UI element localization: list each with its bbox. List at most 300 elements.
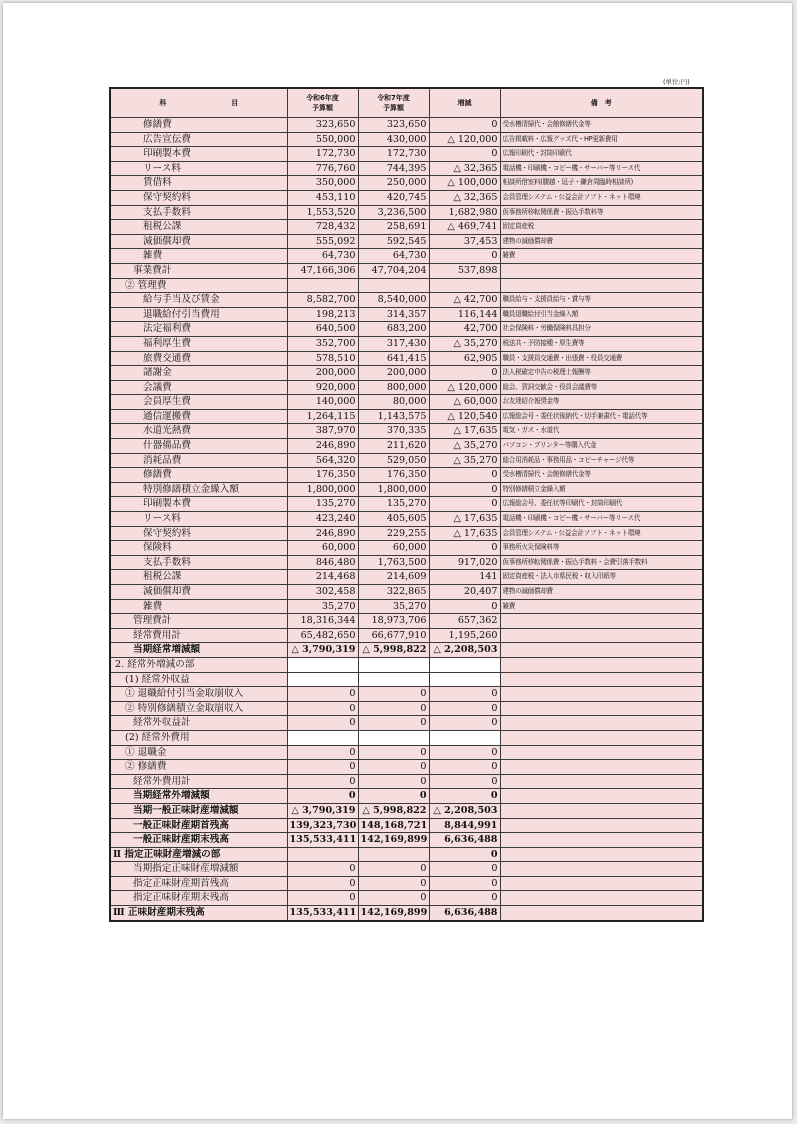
row-change: 6,636,488 — [429, 833, 500, 848]
row-change: 0 — [429, 147, 500, 162]
header-subject-b: 目 — [231, 99, 239, 107]
row-label: 租税公課 — [110, 570, 287, 585]
row-label: 通信運搬費 — [110, 409, 287, 424]
row-label: 給与手当及び賃金 — [110, 293, 287, 308]
row-label: リース料 — [110, 161, 287, 176]
row-label: (1) 経常外収益 — [110, 672, 287, 687]
row-note — [500, 745, 703, 760]
header-prev-budget-line2: 予算額 — [312, 104, 333, 112]
row-note — [500, 891, 703, 906]
row-prev-budget: 0 — [287, 760, 358, 775]
row-curr-budget: 60,000 — [358, 541, 429, 556]
row-label: Ⅲ 正味財産期末残高 — [110, 906, 287, 921]
row-curr-budget: △ 5,998,822 — [358, 643, 429, 658]
row-note — [500, 701, 703, 716]
row-change: △ 35,270 — [429, 336, 500, 351]
table-row — [110, 234, 703, 249]
row-curr-budget: 1,763,500 — [358, 555, 429, 570]
row-curr-budget: 0 — [358, 891, 429, 906]
header-curr-budget — [358, 88, 429, 118]
row-prev-budget: 323,650 — [287, 118, 358, 133]
row-note — [500, 862, 703, 877]
row-curr-budget: 47,704,204 — [358, 263, 429, 278]
table-row — [110, 760, 703, 775]
row-curr-budget: 0 — [358, 876, 429, 891]
table-row — [110, 424, 703, 439]
row-note — [500, 614, 703, 629]
table-row — [110, 585, 703, 600]
row-change: 0 — [429, 687, 500, 702]
row-prev-budget: 728,432 — [287, 220, 358, 235]
table-row — [110, 687, 703, 702]
row-note: 法人税確定申告の税理士報酬等 — [500, 366, 703, 381]
table-row — [110, 906, 703, 921]
row-label: 法定福利費 — [110, 322, 287, 337]
table-row — [110, 336, 703, 351]
row-change: 0 — [429, 716, 500, 731]
table-row — [110, 512, 703, 527]
row-note — [500, 278, 703, 293]
table-row — [110, 643, 703, 658]
row-note: 総合用消耗品・事務用品・コピーチャージ代等 — [500, 453, 703, 468]
document-page — [3, 3, 792, 1119]
row-prev-budget: 302,458 — [287, 585, 358, 600]
row-prev-budget: 246,890 — [287, 439, 358, 454]
row-curr-budget: 0 — [358, 862, 429, 877]
row-prev-budget — [287, 730, 358, 745]
row-change: 657,362 — [429, 614, 500, 629]
row-change: 0 — [429, 468, 500, 483]
row-curr-budget: 66,677,910 — [358, 628, 429, 643]
row-prev-budget: 0 — [287, 745, 358, 760]
row-note: 固定資産税 — [500, 220, 703, 235]
row-note: 職員給与・支援員給与・賞与等 — [500, 293, 703, 308]
table-row — [110, 599, 703, 614]
row-change: 1,195,260 — [429, 628, 500, 643]
header-notes: 備 考 — [500, 88, 703, 118]
row-curr-budget: 135,270 — [358, 497, 429, 512]
row-note — [500, 803, 703, 818]
row-note: 相談所借室料(腰越・逗子・鎌倉周臨時相談所) — [500, 176, 703, 191]
table-row — [110, 249, 703, 264]
row-label: 諸謝金 — [110, 366, 287, 381]
row-curr-budget: 172,730 — [358, 147, 429, 162]
table-row — [110, 497, 703, 512]
row-curr-budget: 0 — [358, 701, 429, 716]
row-change — [429, 657, 500, 672]
row-label: 経常外費用計 — [110, 774, 287, 789]
row-prev-budget: △ 3,790,319 — [287, 643, 358, 658]
row-note: 建物の減価償却費 — [500, 585, 703, 600]
row-label: 会員厚生費 — [110, 395, 287, 410]
row-curr-budget: 0 — [358, 789, 429, 804]
row-curr-budget: 317,430 — [358, 336, 429, 351]
row-label: 当期経常外増減額 — [110, 789, 287, 804]
table-row — [110, 482, 703, 497]
row-prev-budget: 555,092 — [287, 234, 358, 249]
row-prev-budget: 60,000 — [287, 541, 358, 556]
table-row — [110, 541, 703, 556]
row-prev-budget: 139,323,730 — [287, 818, 358, 833]
row-note: 電話機・印刷機・コピー機・サーバー等リース代 — [500, 512, 703, 527]
row-change: 0 — [429, 497, 500, 512]
row-prev-budget: 350,000 — [287, 176, 358, 191]
row-curr-budget: 211,620 — [358, 439, 429, 454]
table-row — [110, 409, 703, 424]
header-curr-budget-line1: 令和7年度 — [377, 94, 410, 102]
row-prev-budget: 198,213 — [287, 307, 358, 322]
row-curr-budget: 314,357 — [358, 307, 429, 322]
row-label: 雑費 — [110, 249, 287, 264]
row-label: 経常外収益計 — [110, 716, 287, 731]
row-curr-budget: 142,169,899 — [358, 906, 429, 921]
row-label: 旅費交通費 — [110, 351, 287, 366]
row-label: 賃借料 — [110, 176, 287, 191]
row-prev-budget: 1,264,115 — [287, 409, 358, 424]
row-prev-budget: △ 3,790,319 — [287, 803, 358, 818]
row-curr-budget: 214,609 — [358, 570, 429, 585]
table-row — [110, 322, 703, 337]
table-row — [110, 453, 703, 468]
row-prev-budget: 65,482,650 — [287, 628, 358, 643]
row-label: ① 退職給付引当金取崩収入 — [110, 687, 287, 702]
row-curr-budget: 229,255 — [358, 526, 429, 541]
row-prev-budget — [287, 278, 358, 293]
row-curr-budget — [358, 730, 429, 745]
table-row — [110, 701, 703, 716]
table-row — [110, 716, 703, 731]
row-prev-budget: 0 — [287, 862, 358, 877]
row-prev-budget: 1,553,520 — [287, 205, 358, 220]
table-row — [110, 774, 703, 789]
row-prev-budget: 172,730 — [287, 147, 358, 162]
row-label: 減価償却費 — [110, 585, 287, 600]
table-row — [110, 818, 703, 833]
row-label: 当期一般正味財産増減額 — [110, 803, 287, 818]
row-label: 消耗品費 — [110, 453, 287, 468]
row-note — [500, 847, 703, 862]
row-prev-budget — [287, 847, 358, 862]
row-label: Ⅱ 指定正味財産増減の部 — [110, 847, 287, 862]
row-change: 6,636,488 — [429, 906, 500, 921]
table-row — [110, 555, 703, 570]
row-note — [500, 263, 703, 278]
row-note — [500, 774, 703, 789]
table-row — [110, 570, 703, 585]
row-note: 受水槽清掃代・会館修繕代金等 — [500, 468, 703, 483]
row-curr-budget: 142,169,899 — [358, 833, 429, 848]
row-curr-budget: 529,050 — [358, 453, 429, 468]
row-curr-budget: 64,730 — [358, 249, 429, 264]
row-prev-budget — [287, 657, 358, 672]
row-change: 0 — [429, 599, 500, 614]
row-note: 会員管理システム・公益会計ソフト・ネット環境 — [500, 190, 703, 205]
row-label: ② 特別修繕積立金取崩収入 — [110, 701, 287, 716]
row-note: 総会、賀詞交歓会・役員会議費等 — [500, 380, 703, 395]
row-change: △ 60,000 — [429, 395, 500, 410]
table-row — [110, 366, 703, 381]
row-curr-budget: 18,973,706 — [358, 614, 429, 629]
row-note: 特別修繕積立金繰入額 — [500, 482, 703, 497]
row-label: 福利厚生費 — [110, 336, 287, 351]
row-label: 保守契約料 — [110, 526, 287, 541]
row-change: △ 120,540 — [429, 409, 500, 424]
row-curr-budget: 1,143,575 — [358, 409, 429, 424]
row-label: ① 退職金 — [110, 745, 287, 760]
table-row — [110, 278, 703, 293]
table-row — [110, 439, 703, 454]
row-curr-budget: 1,800,000 — [358, 482, 429, 497]
row-change: △ 2,208,503 — [429, 643, 500, 658]
table-row — [110, 526, 703, 541]
row-curr-budget: 0 — [358, 760, 429, 775]
row-curr-budget: 0 — [358, 745, 429, 760]
row-change: 0 — [429, 249, 500, 264]
row-prev-budget: 47,166,306 — [287, 263, 358, 278]
row-change: 42,700 — [429, 322, 500, 337]
row-curr-budget: 35,270 — [358, 599, 429, 614]
row-note: 広報総会号・委任状後納代・切手兼書代・電話代等 — [500, 409, 703, 424]
table-row — [110, 745, 703, 760]
row-note: 受水槽清掃代・会館修繕代金等 — [500, 118, 703, 133]
row-change: △ 32,365 — [429, 190, 500, 205]
table-row — [110, 672, 703, 687]
row-prev-budget: 776,760 — [287, 161, 358, 176]
row-change — [429, 672, 500, 687]
row-curr-budget: 744,395 — [358, 161, 429, 176]
row-change: △ 42,700 — [429, 293, 500, 308]
row-note: 仮事務所移転関係費・振込手数料等 — [500, 205, 703, 220]
row-prev-budget: 135,270 — [287, 497, 358, 512]
row-label: 広告宣伝費 — [110, 132, 287, 147]
row-note: 広報印刷代・封筒印刷代 — [500, 147, 703, 162]
row-prev-budget: 846,480 — [287, 555, 358, 570]
row-change: 62,905 — [429, 351, 500, 366]
row-label: 租税公課 — [110, 220, 287, 235]
row-prev-budget: 0 — [287, 891, 358, 906]
row-change: △ 17,635 — [429, 512, 500, 527]
row-label: 経常費用計 — [110, 628, 287, 643]
row-label: 減価償却費 — [110, 234, 287, 249]
row-change: 0 — [429, 118, 500, 133]
row-change: △ 35,270 — [429, 439, 500, 454]
row-change: 0 — [429, 789, 500, 804]
row-label: 一般正味財産期末残高 — [110, 833, 287, 848]
row-prev-budget: 18,316,344 — [287, 614, 358, 629]
row-label: 雑費 — [110, 599, 287, 614]
header-prev-budget-line1: 令和6年度 — [306, 94, 339, 102]
table-row — [110, 205, 703, 220]
row-note: 税送共・予防接種・厚生費等 — [500, 336, 703, 351]
row-prev-budget: 423,240 — [287, 512, 358, 527]
row-prev-budget: 246,890 — [287, 526, 358, 541]
row-change: 0 — [429, 876, 500, 891]
row-curr-budget: 322,865 — [358, 585, 429, 600]
row-note — [500, 833, 703, 848]
row-prev-budget: 0 — [287, 876, 358, 891]
row-prev-budget: 453,110 — [287, 190, 358, 205]
table-row — [110, 847, 703, 862]
row-prev-budget: 1,800,000 — [287, 482, 358, 497]
table-row — [110, 730, 703, 745]
row-change: 141 — [429, 570, 500, 585]
budget-table — [109, 87, 704, 922]
row-prev-budget: 578,510 — [287, 351, 358, 366]
row-prev-budget: 550,000 — [287, 132, 358, 147]
table-row — [110, 293, 703, 308]
row-prev-budget: 8,582,700 — [287, 293, 358, 308]
row-note: 仮事務所移転関係費・振込手数料・会費引落手数料 — [500, 555, 703, 570]
row-curr-budget: 250,000 — [358, 176, 429, 191]
table-row — [110, 351, 703, 366]
row-label: リース料 — [110, 512, 287, 527]
row-label: 指定正味財産期末残高 — [110, 891, 287, 906]
header-change: 増減 — [429, 88, 500, 118]
row-curr-budget: 8,540,000 — [358, 293, 429, 308]
table-row — [110, 468, 703, 483]
row-change: 0 — [429, 701, 500, 716]
row-note: パソコン・プリンター等購入代金 — [500, 439, 703, 454]
row-curr-budget: 641,415 — [358, 351, 429, 366]
row-curr-budget — [358, 278, 429, 293]
row-prev-budget: 387,970 — [287, 424, 358, 439]
row-prev-budget: 64,730 — [287, 249, 358, 264]
row-curr-budget: 430,000 — [358, 132, 429, 147]
row-label: ② 管理費 — [110, 278, 287, 293]
table-row — [110, 263, 703, 278]
row-change: 37,453 — [429, 234, 500, 249]
row-change: 0 — [429, 366, 500, 381]
row-change: 0 — [429, 760, 500, 775]
row-change: △ 17,635 — [429, 526, 500, 541]
row-note: 雑費 — [500, 249, 703, 264]
unit-label: (単位:円) — [663, 78, 690, 86]
table-row — [110, 147, 703, 162]
row-note: 広報総会号、委任状等印刷代・封筒印刷代 — [500, 497, 703, 512]
table-row — [110, 628, 703, 643]
row-curr-budget: 0 — [358, 687, 429, 702]
row-label: 水道光熱費 — [110, 424, 287, 439]
row-change: 537,898 — [429, 263, 500, 278]
row-note — [500, 643, 703, 658]
row-change: △ 469,741 — [429, 220, 500, 235]
row-change: △ 32,365 — [429, 161, 500, 176]
row-curr-budget: 800,000 — [358, 380, 429, 395]
row-note — [500, 687, 703, 702]
row-curr-budget: 0 — [358, 716, 429, 731]
header-subject-a: 科 — [159, 99, 167, 107]
row-change: △ 17,635 — [429, 424, 500, 439]
row-change: 0 — [429, 847, 500, 862]
row-change — [429, 278, 500, 293]
table-row — [110, 220, 703, 235]
row-note: 雑費 — [500, 599, 703, 614]
table-header-row — [110, 88, 703, 118]
row-label: ② 修繕費 — [110, 760, 287, 775]
row-note — [500, 876, 703, 891]
row-label: 会議費 — [110, 380, 287, 395]
row-note: お友達紹介報奨金等 — [500, 395, 703, 410]
row-curr-budget: 370,335 — [358, 424, 429, 439]
table-row — [110, 395, 703, 410]
row-note — [500, 672, 703, 687]
row-change: 917,020 — [429, 555, 500, 570]
table-row — [110, 307, 703, 322]
row-note: 会員管理システム・公益会計ソフト・ネット環境 — [500, 526, 703, 541]
row-note: 職員・支援員交通費・出張費・役員交通費 — [500, 351, 703, 366]
row-prev-budget: 135,533,411 — [287, 906, 358, 921]
row-prev-budget: 352,700 — [287, 336, 358, 351]
row-change: 0 — [429, 862, 500, 877]
row-change: △ 2,208,503 — [429, 803, 500, 818]
row-curr-budget: 683,200 — [358, 322, 429, 337]
row-label: 支払手数料 — [110, 205, 287, 220]
row-change: 20,407 — [429, 585, 500, 600]
row-label: 一般正味財産期首残高 — [110, 818, 287, 833]
row-note — [500, 716, 703, 731]
row-curr-budget: 3,236,500 — [358, 205, 429, 220]
row-prev-budget: 200,000 — [287, 366, 358, 381]
row-note — [500, 730, 703, 745]
row-label: 印刷製本費 — [110, 147, 287, 162]
row-note — [500, 789, 703, 804]
row-label: 保険料 — [110, 541, 287, 556]
row-change: △ 120,000 — [429, 132, 500, 147]
row-curr-budget: 592,545 — [358, 234, 429, 249]
row-curr-budget: △ 5,998,822 — [358, 803, 429, 818]
row-label: (2) 経常外費用 — [110, 730, 287, 745]
row-prev-budget: 0 — [287, 774, 358, 789]
table-row — [110, 862, 703, 877]
row-label: 管理費計 — [110, 614, 287, 629]
table-row — [110, 657, 703, 672]
row-label: 事業費計 — [110, 263, 287, 278]
row-label: 当期指定正味財産増減額 — [110, 862, 287, 877]
row-note — [500, 818, 703, 833]
row-curr-budget: 148,168,721 — [358, 818, 429, 833]
row-note — [500, 657, 703, 672]
row-curr-budget: 176,350 — [358, 468, 429, 483]
row-prev-budget: 140,000 — [287, 395, 358, 410]
row-prev-budget: 640,500 — [287, 322, 358, 337]
row-change: △ 35,270 — [429, 453, 500, 468]
row-change: 0 — [429, 774, 500, 789]
row-note: 職員退職給付引当金繰入額 — [500, 307, 703, 322]
row-prev-budget — [287, 672, 358, 687]
row-label: 修繕費 — [110, 118, 287, 133]
table-row — [110, 380, 703, 395]
row-label: 保守契約料 — [110, 190, 287, 205]
row-change: 0 — [429, 482, 500, 497]
row-curr-budget — [358, 672, 429, 687]
row-curr-budget: 420,745 — [358, 190, 429, 205]
table-row — [110, 190, 703, 205]
row-curr-budget: 405,605 — [358, 512, 429, 527]
table-row — [110, 161, 703, 176]
row-label: 支払手数料 — [110, 555, 287, 570]
row-change — [429, 730, 500, 745]
header-prev-budget — [287, 88, 358, 118]
header-curr-budget-line2: 予算額 — [383, 104, 404, 112]
row-prev-budget: 0 — [287, 716, 358, 731]
table-row — [110, 833, 703, 848]
row-change: 116,144 — [429, 307, 500, 322]
table-row — [110, 132, 703, 147]
row-change: 8,844,991 — [429, 818, 500, 833]
row-label: 修繕費 — [110, 468, 287, 483]
row-note: 事務所火災保険料等 — [500, 541, 703, 556]
table-row — [110, 118, 703, 133]
